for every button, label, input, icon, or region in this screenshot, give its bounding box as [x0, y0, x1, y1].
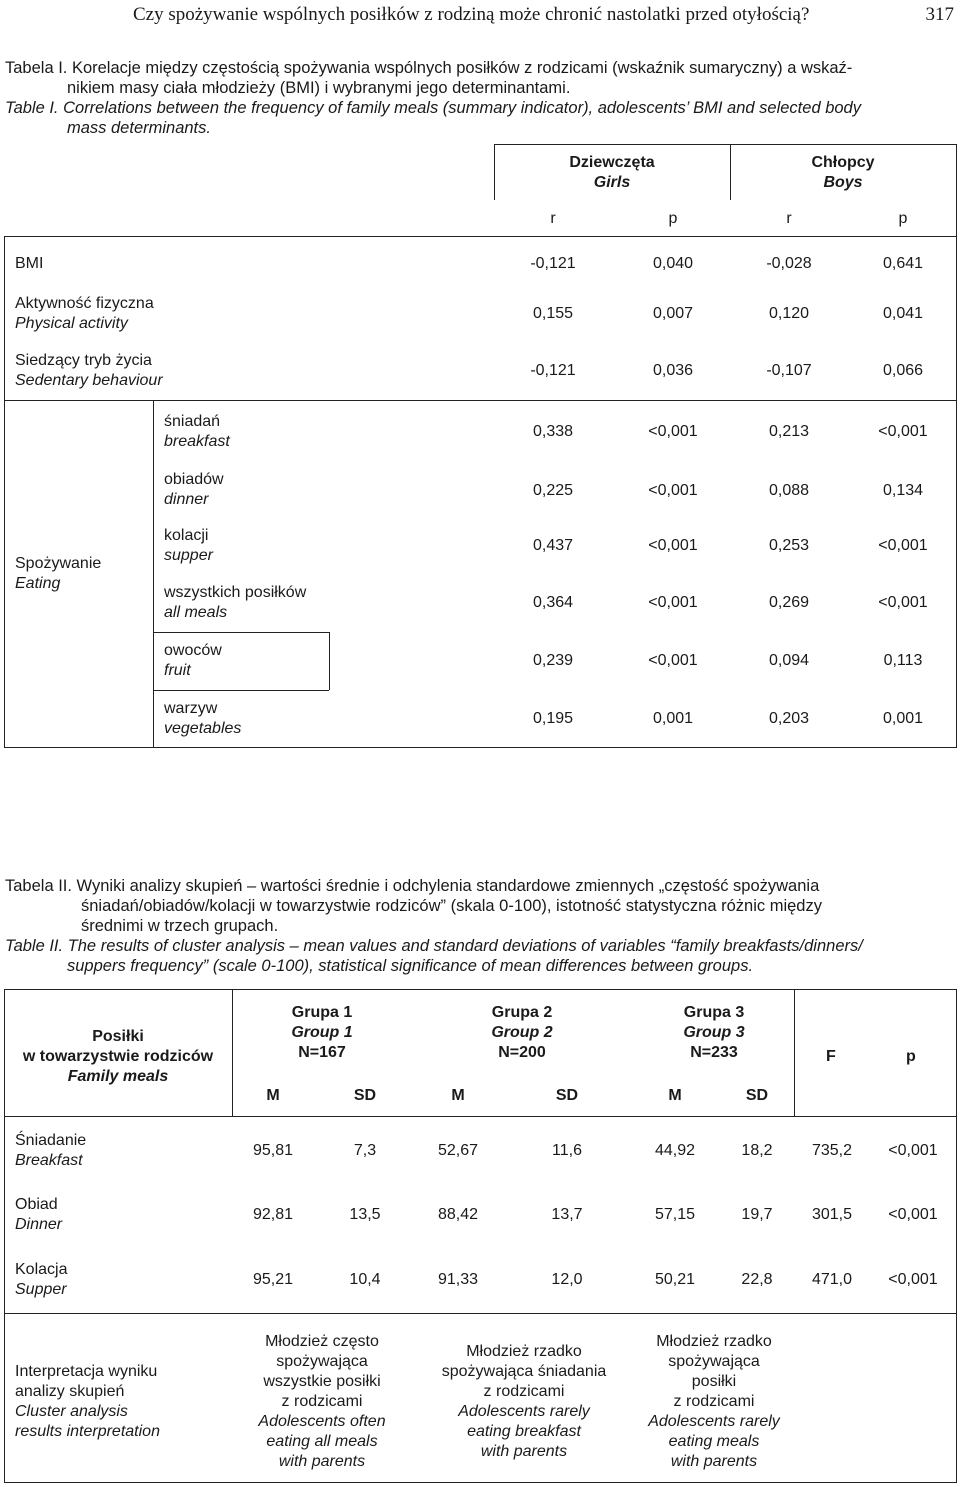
label-pl: Obiad [15, 1196, 58, 1213]
row-label [164, 470, 224, 510]
interp-en: eating all meals [266, 1433, 378, 1450]
value-cell: -0,121 [530, 255, 576, 272]
value-cell: <0,001 [648, 594, 698, 611]
value-cell: 0,213 [768, 423, 810, 440]
value-cell: -0,028 [766, 255, 812, 272]
group3-header [632, 1003, 796, 1063]
rule [4, 1482, 957, 1483]
interp-en: Adolescents rarely [648, 1413, 780, 1430]
row-label [164, 412, 230, 452]
label-pl: obiadów [164, 471, 224, 488]
value-cell: <0,001 [648, 652, 698, 669]
interp-en: Adolescents rarely [458, 1403, 590, 1420]
value-cell: 0,364 [532, 594, 574, 611]
header-en: Family meals [67, 1068, 169, 1085]
rule [329, 632, 330, 690]
header-pl: w towarzystwie rodziców [22, 1048, 214, 1065]
group-n: N=233 [690, 1044, 738, 1061]
label-en: Supper [15, 1281, 67, 1298]
row-label: BMI [15, 255, 44, 272]
row-label [164, 526, 213, 566]
caption-line: Tabela II. Wyniki analizy skupień – wartości średnie i odchylenia standardowe zmiennych „częstość spożywania [5, 877, 820, 895]
value-cell: 0,269 [768, 594, 810, 611]
value-cell: 91,33 [437, 1271, 479, 1288]
value-cell: 0,066 [882, 362, 924, 379]
label-en: Sedentary behaviour [15, 372, 163, 389]
value-cell: 0,155 [532, 305, 574, 322]
caption-line: Tabela I. Korelacje między częstością spożywania wspólnych posiłków z rodzicami (wskaźnik sumaryczny) a wskaź- [5, 59, 853, 77]
value-cell: 0,041 [882, 305, 924, 322]
interp-en: Adolescents often [258, 1413, 386, 1430]
value-cell: 0,338 [532, 423, 574, 440]
rule [4, 1313, 957, 1314]
value-cell: <0,001 [878, 594, 928, 611]
interp-group2 [424, 1342, 624, 1462]
row-label [15, 294, 154, 334]
value-cell: 7,3 [353, 1142, 377, 1159]
value-cell: <0,001 [648, 537, 698, 554]
row-label [164, 641, 222, 681]
label-pl: Aktywność fizyczna [15, 295, 154, 312]
value-cell: -0,107 [766, 362, 812, 379]
value-cell: 95,81 [252, 1142, 294, 1159]
value-cell: 0,113 [883, 652, 923, 669]
caption-line: średnimi w trzech grupach. [81, 917, 279, 935]
value-cell: <0,001 [888, 1206, 938, 1223]
value-cell: 13,5 [349, 1206, 381, 1223]
group-pl: Grupa 2 [491, 1004, 553, 1021]
row-label [15, 1260, 67, 1300]
header-pl: Chłopcy [811, 154, 875, 171]
row-label [15, 1195, 62, 1235]
value-cell: 10,4 [349, 1271, 381, 1288]
eating-group-label [15, 554, 101, 594]
value-cell: 12,0 [551, 1271, 583, 1288]
value-cell: <0,001 [888, 1271, 938, 1288]
label-pl: warzyw [164, 700, 218, 717]
value-cell: 0,036 [652, 362, 694, 379]
row-label [164, 699, 241, 739]
value-cell: 0,239 [532, 652, 574, 669]
group2-header [440, 1003, 604, 1063]
value-cell: 0,203 [768, 710, 810, 727]
running-title: Czy spożywanie wspólnych posiłków z rodziną może chronić nastolatki przed otyłością? [133, 4, 810, 25]
interp-en: with parents [670, 1453, 758, 1470]
label-pl: wszystkich posiłków [164, 584, 307, 601]
caption-line: Table II. The results of cluster analysis – mean values and standard deviations of variables “family breakfasts/dinners/ [5, 937, 863, 955]
rule [153, 690, 329, 691]
col-r: r [550, 210, 556, 227]
label-en: Dinner [15, 1216, 63, 1233]
value-cell: 88,42 [437, 1206, 479, 1223]
value-cell: 92,81 [252, 1206, 294, 1223]
group-en: Group 1 [291, 1024, 353, 1041]
label-en: breakfast [164, 433, 230, 450]
value-cell: 301,5 [811, 1206, 853, 1223]
value-cell: 52,67 [437, 1142, 479, 1159]
value-cell: 0,001 [652, 710, 694, 727]
label-pl: Spożywanie [15, 555, 102, 572]
row-label [15, 1131, 86, 1171]
interp-group3 [626, 1332, 802, 1472]
label-en: fruit [164, 662, 191, 679]
label-en: Breakfast [15, 1152, 83, 1169]
header-en: Boys [823, 174, 863, 191]
value-cell: 0,641 [882, 255, 924, 272]
caption-line: nikiem masy ciała młodzieży (BMI) i wybranymi jego determinantami. [67, 79, 571, 97]
rule [4, 236, 957, 237]
col-p: p [898, 210, 908, 227]
interp-pl: Młodzież rzadko [466, 1343, 582, 1360]
interp-pl: z rodzicami [673, 1393, 755, 1410]
value-cell: 0,040 [652, 255, 694, 272]
rule [956, 989, 957, 1483]
group1-header [240, 1003, 404, 1063]
row-label [164, 583, 306, 623]
value-cell: 13,7 [551, 1206, 583, 1223]
value-cell: 0,120 [768, 305, 810, 322]
col-m: M [451, 1087, 465, 1104]
col-sd: SD [745, 1087, 769, 1104]
value-cell: 57,15 [654, 1206, 696, 1223]
value-cell: 0,134 [882, 482, 924, 499]
value-cell: 44,92 [654, 1142, 696, 1159]
label-en: vegetables [164, 720, 242, 737]
table2-caption [5, 876, 957, 976]
value-cell: 0,094 [768, 652, 810, 669]
label-en: Physical activity [15, 315, 128, 332]
group-en: Group 3 [683, 1024, 745, 1041]
label-pl: Siedzący tryb życia [15, 352, 152, 369]
running-header [0, 2, 960, 28]
group-pl: Grupa 3 [683, 1004, 745, 1021]
label-pl: kolacji [164, 527, 209, 544]
label-pl: śniadań [164, 413, 221, 430]
rule [4, 1116, 957, 1117]
interp-group1 [232, 1332, 412, 1472]
col-sd: SD [555, 1087, 579, 1104]
value-cell: <0,001 [888, 1142, 938, 1159]
rule [494, 144, 956, 145]
label-en: all meals [164, 604, 228, 621]
table1-caption [5, 58, 957, 138]
header-pl: Posiłki [92, 1028, 144, 1045]
group-n: N=200 [498, 1044, 546, 1061]
label-en: dinner [164, 491, 209, 508]
label-en: Cluster analysis [15, 1403, 128, 1420]
group-en: Group 2 [491, 1024, 553, 1041]
label-pl: owoców [164, 642, 222, 659]
value-cell: 0,001 [882, 710, 924, 727]
value-cell: 11,6 [552, 1142, 582, 1159]
value-cell: -0,121 [530, 362, 576, 379]
interp-en: with parents [278, 1453, 366, 1470]
value-cell: 19,7 [741, 1206, 773, 1223]
col-p: p [668, 210, 678, 227]
rule [4, 400, 957, 401]
label-en: results interpretation [15, 1423, 160, 1440]
value-cell: 0,437 [532, 537, 574, 554]
value-cell: <0,001 [878, 423, 928, 440]
boys-header [730, 153, 956, 193]
rule [4, 236, 5, 748]
value-cell: 735,2 [811, 1142, 853, 1159]
col-r: r [786, 210, 792, 227]
label-pl: Kolacja [15, 1261, 68, 1278]
col-m: M [668, 1087, 682, 1104]
col-sd: SD [353, 1087, 377, 1104]
girls-header [494, 153, 730, 193]
value-cell: 18,2 [741, 1142, 773, 1159]
col-p: p [906, 1048, 916, 1065]
col-m: M [266, 1087, 280, 1104]
interp-pl: Młodzież rzadko [656, 1333, 772, 1350]
rule [4, 747, 957, 748]
caption-line: mass determinants. [67, 119, 211, 137]
interp-pl: spożywająca [668, 1353, 760, 1370]
interp-en: eating breakfast [467, 1423, 581, 1440]
value-cell: 0,007 [652, 305, 694, 322]
value-cell: 0,225 [532, 482, 574, 499]
group-pl: Grupa 1 [291, 1004, 353, 1021]
caption-line: Table I. Correlations between the frequency of family meals (summary indicator), adolescents’ BMI and selected body [5, 99, 861, 117]
interp-pl: spożywająca śniadania [441, 1363, 607, 1380]
label-en: Eating [15, 575, 61, 592]
value-cell: 22,8 [741, 1271, 773, 1288]
caption-line: suppers frequency” (scale 0-100), statistical significance of mean differences between groups. [67, 957, 754, 975]
value-cell: 95,21 [252, 1271, 294, 1288]
interp-en: eating meals [668, 1433, 760, 1450]
label-en: supper [164, 547, 213, 564]
page-number: 317 [925, 4, 954, 25]
caption-line: śniadań/obiadów/kolacji w towarzystwie rodziców” (skala 0-100), istotność statystyczna różnic między [81, 897, 822, 915]
interp-pl: wszystkie posiłki [263, 1373, 381, 1390]
row-label [15, 351, 163, 391]
value-cell: 50,21 [654, 1271, 696, 1288]
value-cell: 0,088 [768, 482, 810, 499]
group-n: N=167 [298, 1044, 346, 1061]
interp-en: with parents [480, 1443, 568, 1460]
interp-pl: spożywająca [276, 1353, 368, 1370]
col-f: F [826, 1048, 836, 1065]
meals-header [5, 1027, 231, 1087]
interp-pl: z rodzicami [281, 1393, 363, 1410]
rule [153, 632, 329, 633]
rule [4, 989, 957, 990]
header-pl: Dziewczęta [569, 154, 655, 171]
value-cell: <0,001 [648, 482, 698, 499]
value-cell: <0,001 [648, 423, 698, 440]
interp-label [15, 1362, 160, 1442]
label-pl: analizy skupień [15, 1383, 125, 1400]
value-cell: 0,195 [532, 710, 574, 727]
value-cell: 471,0 [811, 1271, 853, 1288]
header-en: Girls [593, 174, 631, 191]
value-cell: 0,253 [768, 537, 810, 554]
label-pl: Śniadanie [15, 1132, 87, 1149]
interp-pl: Młodzież często [265, 1333, 379, 1350]
interp-pl: z rodzicami [483, 1383, 565, 1400]
value-cell: <0,001 [878, 537, 928, 554]
rule [153, 400, 154, 748]
interp-pl: posiłki [691, 1373, 737, 1390]
label-pl: Interpretacja wyniku [15, 1363, 158, 1380]
